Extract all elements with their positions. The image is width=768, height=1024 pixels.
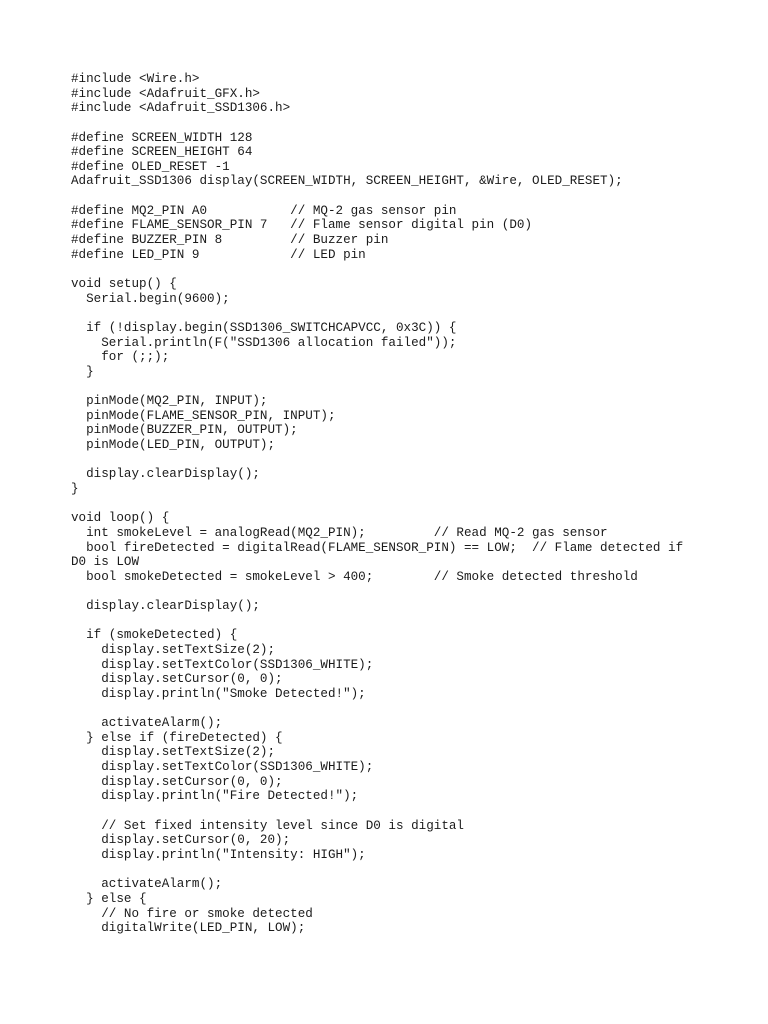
code-line: Serial.begin(9600);	[71, 291, 230, 306]
code-line: pinMode(FLAME_SENSOR_PIN, INPUT);	[71, 408, 336, 423]
code-line	[71, 116, 731, 131]
code-line	[71, 379, 731, 394]
code-line: #define LED_PIN 9 // LED pin	[71, 247, 366, 262]
code-line: display.clearDisplay();	[71, 599, 260, 614]
code-line: pinMode(LED_PIN, OUTPUT);	[71, 438, 276, 453]
code-line: #define SCREEN_WIDTH 128	[71, 130, 253, 145]
code-line	[71, 306, 731, 321]
code-line: display.clearDisplay();	[71, 467, 260, 482]
code-line: pinMode(BUZZER_PIN, OUTPUT);	[71, 423, 298, 438]
code-line: #include <Adafruit_SSD1306.h>	[71, 101, 291, 116]
code-line: pinMode(MQ2_PIN, INPUT);	[71, 394, 268, 409]
code-line: #define OLED_RESET -1	[71, 159, 230, 174]
code-line: #define SCREEN_HEIGHT 64	[71, 145, 253, 160]
code-line	[71, 614, 731, 629]
code-line: } else if (fireDetected) {	[71, 730, 283, 745]
code-line: for (;;);	[71, 350, 170, 365]
code-line: display.setTextColor(SSD1306_WHITE);	[71, 657, 374, 672]
code-line: bool smokeDetected = smokeLevel > 400; // Smoke detected threshold	[71, 569, 638, 584]
code-line: display.println("Intensity: HIGH");	[71, 847, 366, 862]
code-line: bool fireDetected = digitalRead(FLAME_SENSOR_PIN) == LOW; // Flame detected if	[71, 540, 684, 555]
code-line: digitalWrite(LED_PIN, LOW);	[71, 921, 306, 936]
code-line	[71, 702, 731, 717]
code-line: }	[71, 481, 79, 496]
code-line: Serial.println(F("SSD1306 allocation failed"));	[71, 335, 457, 350]
code-line: } else {	[71, 891, 147, 906]
code-line	[71, 453, 731, 468]
code-line: void setup() {	[71, 276, 177, 291]
code-line: // No fire or smoke detected	[71, 906, 313, 921]
code-line: int smokeLevel = analogRead(MQ2_PIN); // Read MQ-2 gas sensor	[71, 525, 608, 540]
code-line: display.setCursor(0, 0);	[71, 774, 283, 789]
code-line: display.println("Smoke Detected!");	[71, 686, 366, 701]
code-line: display.setTextSize(2);	[71, 745, 276, 760]
code-line: #include <Adafruit_GFX.h>	[71, 86, 260, 101]
code-line	[71, 262, 731, 277]
code-line: if (!display.begin(SSD1306_SWITCHCAPVCC, 0x3C)) {	[71, 320, 457, 335]
code-line	[71, 584, 731, 599]
code-line	[71, 189, 731, 204]
code-line	[71, 804, 731, 819]
code-line: #define FLAME_SENSOR_PIN 7 // Flame sensor digital pin (D0)	[71, 218, 533, 233]
code-listing	[71, 72, 731, 936]
code-line: activateAlarm();	[71, 716, 223, 731]
code-line: display.setCursor(0, 0);	[71, 672, 283, 687]
code-line: if (smokeDetected) {	[71, 628, 238, 643]
code-line: Adafruit_SSD1306 display(SCREEN_WIDTH, SCREEN_HEIGHT, &Wire, OLED_RESET);	[71, 174, 623, 189]
code-line: display.setTextSize(2);	[71, 642, 276, 657]
code-line: #define MQ2_PIN A0 // MQ-2 gas sensor pin	[71, 203, 457, 218]
code-line: D0 is LOW	[71, 555, 140, 570]
code-line: display.setCursor(0, 20);	[71, 833, 291, 848]
code-line: #include <Wire.h>	[71, 72, 200, 86]
code-line: display.println("Fire Detected!");	[71, 789, 359, 804]
code-line	[71, 497, 731, 512]
code-line: void loop() {	[71, 511, 170, 526]
code-line: display.setTextColor(SSD1306_WHITE);	[71, 760, 374, 775]
code-line	[71, 863, 731, 878]
code-line: activateAlarm();	[71, 877, 223, 892]
code-line: // Set fixed intensity level since D0 is digital	[71, 818, 464, 833]
code-line: #define BUZZER_PIN 8 // Buzzer pin	[71, 233, 389, 248]
code-line: }	[71, 364, 94, 379]
